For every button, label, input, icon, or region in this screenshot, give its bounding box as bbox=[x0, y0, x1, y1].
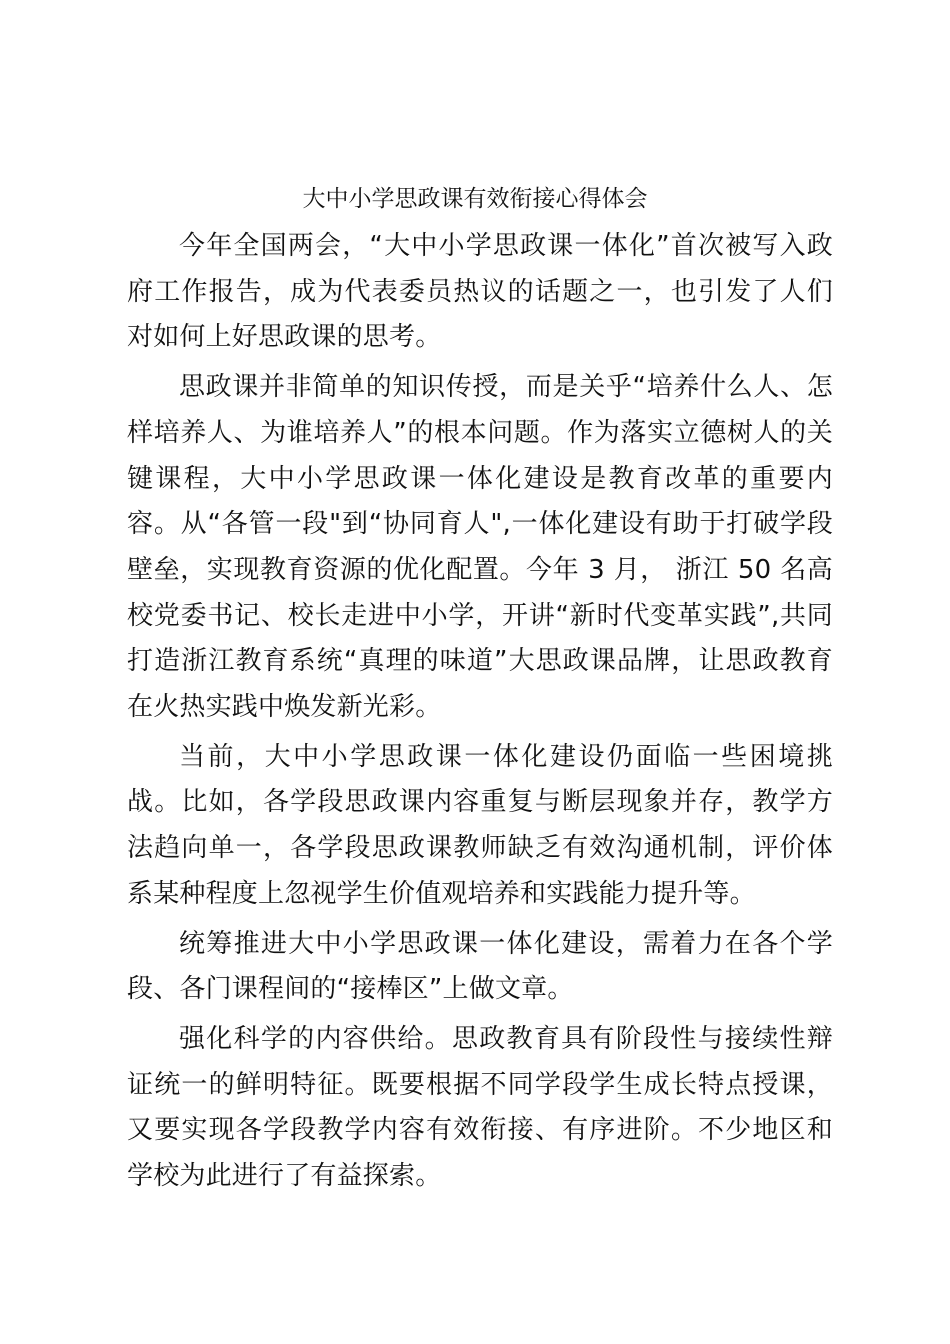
paragraph-2: 思政课并非简单的知识传授，而是关乎“培养什么人、怎样培养人、为谁培养人”的根本问题。作为落实立德树人的关键课程，大中小学思政课一体化建设是教育改革的重要内容。从“各管一段"到“协同育人",一体化建设有助于打破学段壁垒，实现教育资源的优化配置。今年 3 月， 浙江 50 名高校党委书记、校长走进中小学，开讲“新时代变革实践”,共同打造浙江教育系统“真理的味道”大思政课品牌，让思政教育在火热实践中焕发新光彩。 bbox=[127, 372, 833, 723]
paragraph-1: 今年全国两会，“大中小学思政课一体化”首次被写入政府工作报告，成为代表委员热议的话题之一，也引发了人们对如何上好思政课的思考。 bbox=[127, 231, 833, 353]
paragraph-5: 强化科学的内容供给。思政教育具有阶段性与接续性辩证统一的鲜明特征。既要根据不同学段学生成长特点授课，又要实现各学段教学内容有效衔接、有序进阶。不少地区和学校为此进行了有益探索。 bbox=[127, 1023, 833, 1192]
paragraph-4: 统筹推进大中小学思政课一体化建设，需着力在各个学段、各门课程间的“接棒区”上做文章。 bbox=[127, 928, 833, 1005]
paragraph-3: 当前，大中小学思政课一体化建设仍面临一些困境挑战。比如，各学段思政课内容重复与断层现象并存，教学方法趋向单一，各学段思政课教师缺乏有效沟通机制，评价体系某种程度上忽视学生价值观培养和实践能力提升等。 bbox=[127, 741, 833, 909]
document-title: 大中小学思政课有效衔接心得体会 bbox=[302, 186, 648, 212]
document-body bbox=[127, 224, 833, 1204]
